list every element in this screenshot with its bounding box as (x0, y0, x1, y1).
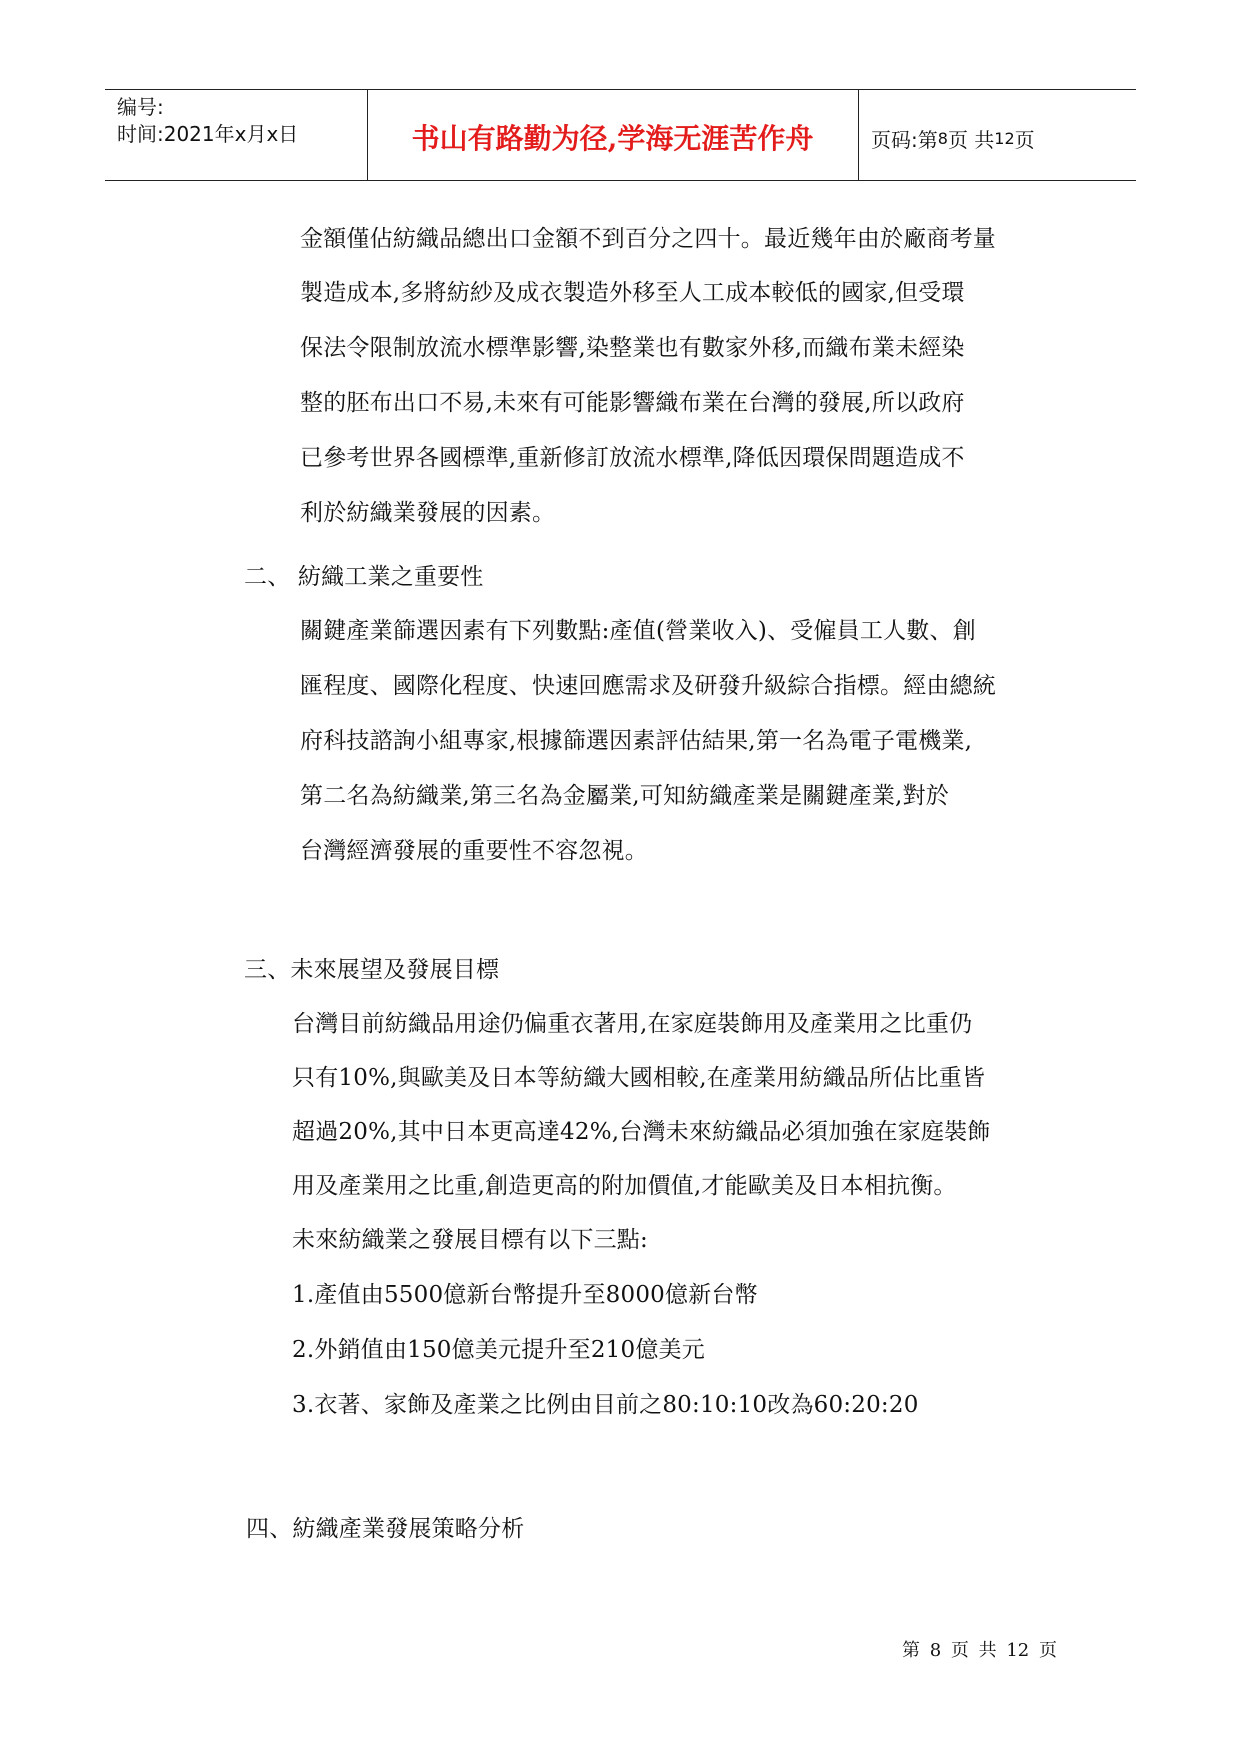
page-label-mid: 页 共 (947, 127, 995, 152)
section-heading: 三、未來展望及發展目標 (244, 957, 500, 983)
header-left (117, 94, 298, 148)
page-label-prefix: 页码:第 (871, 127, 938, 152)
page-total: 12 (994, 128, 1015, 148)
paragraph-line: 已參考世界各國標準,重新修訂放流水標準,降低因環保問題造成不 (300, 445, 965, 471)
paragraph-line: 關鍵產業篩選因素有下列數點:產值(營業收入)、受僱員工人數、創 (300, 618, 976, 644)
page-header (105, 89, 1136, 181)
paragraph-line: 金額僅佔紡織品總出口金額不到百分之四十。最近幾年由於廠商考量 (300, 226, 996, 252)
header-motto: 书山有路勤为径,学海无涯苦作舟 (411, 122, 814, 155)
paragraph-line: 整的胚布出口不易,未來有可能影響織布業在台灣的發展,所以政府 (300, 390, 965, 416)
list-item: 2.外銷值由150億美元提升至210億美元 (292, 1337, 705, 1363)
paragraph-line: 用及產業用之比重,創造更高的附加價值,才能歐美及日本相抗衡。 (292, 1173, 957, 1199)
list-item: 1.產值由5500億新台幣提升至8000億新台幣 (292, 1282, 758, 1308)
paragraph-line: 府科技諮詢小組專家,根據篩選因素評估結果,第一名為電子電機業, (300, 728, 973, 754)
section-heading: 二、 紡織工業之重要性 (244, 564, 484, 590)
paragraph-line: 未來紡織業之發展目標有以下三點: (292, 1227, 648, 1253)
serial-number-label: 编号: (117, 95, 164, 119)
date-label: 时间:2021年x月x日 (117, 122, 299, 146)
paragraph-line: 台灣經濟發展的重要性不容忽視。 (300, 838, 648, 864)
paragraph-line: 保法令限制放流水標準影響,染整業也有數家外移,而織布業未經染 (300, 335, 965, 361)
paragraph-line: 超過20%,其中日本更高達42%,台灣未來紡織品必須加強在家庭裝飾 (292, 1119, 991, 1145)
list-item: 3.衣著、家飾及產業之比例由目前之80:10:10改為60:20:20 (292, 1392, 919, 1418)
page-footer: 第 8 页 共 12 页 (902, 1640, 1057, 1661)
paragraph-line: 第二名為紡織業,第三名為金屬業,可知紡織產業是關鍵產業,對於 (300, 783, 949, 809)
page-label-end: 页 (1014, 127, 1035, 152)
paragraph-line: 只有10%,與歐美及日本等紡織大國相較,在產業用紡織品所佔比重皆 (292, 1065, 986, 1091)
paragraph-line: 製造成本,多將紡紗及成衣製造外移至人工成本較低的國家,但受環 (300, 280, 965, 306)
header-page-info (871, 90, 1035, 180)
paragraph-line: 利於紡織業發展的因素。 (300, 500, 556, 526)
paragraph-line: 台灣目前紡織品用途仍偏重衣著用,在家庭裝飾用及產業用之比重仍 (292, 1011, 973, 1037)
page-number: 8 (937, 128, 948, 148)
header-divider (858, 90, 859, 180)
section-heading: 四、紡織產業發展策略分析 (246, 1516, 525, 1542)
paragraph-line: 匯程度、國際化程度、快速回應需求及研發升級綜合指標。經由總統 (300, 673, 996, 699)
